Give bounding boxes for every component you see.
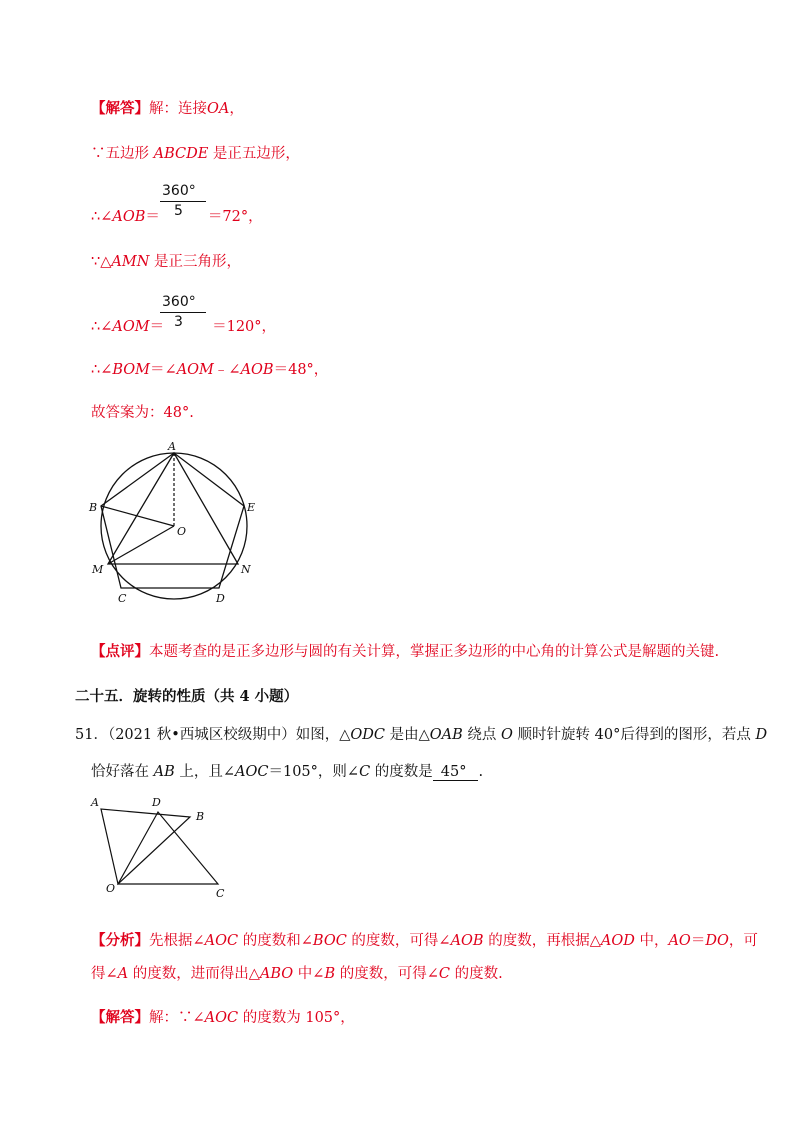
solution-line-1: 【解答】解：连接OA， (91, 100, 244, 117)
pentagon-circle-figure (86, 440, 266, 610)
label-c: C (216, 887, 225, 900)
rotation-figure (88, 792, 238, 902)
fraction-bar (160, 312, 206, 313)
label-n: N (241, 563, 251, 576)
analysis-tag: 【分析】 (91, 932, 149, 949)
problem-number: 51． (75, 727, 108, 743)
review-tag: 【点评】 (91, 643, 149, 660)
analysis-line-1: 【分析】先根据∠AOC 的度数和∠BOC 的度数，可得∠AOB 的度数，再根据△AOD 中，AO＝DO，可 (91, 932, 758, 949)
label-o: O (177, 525, 187, 538)
label-d: D (152, 796, 161, 809)
solution-tag: 【解答】 (91, 1009, 149, 1026)
label-b: B (89, 501, 98, 514)
solution-line-2: ∵五边形 ABCDE 是正五边形， (91, 146, 300, 162)
solution-2-line: 【解答】解：∵∠AOC 的度数为 105°， (91, 1009, 355, 1026)
review-line: 【点评】本题考查的是正多边形与圆的有关计算，掌握正多边形的中心角的计算公式是解题的关键. (91, 643, 720, 660)
solution-answer-line: 故答案为：48°. (91, 405, 194, 421)
label-a: A (168, 440, 176, 453)
label-a: A (91, 796, 99, 809)
fraction-bar (160, 201, 206, 202)
analysis-line-2: 得∠A 的度数，进而得出△ABO 中∠B 的度数，可得∠C 的度数. (91, 966, 503, 982)
segment-om (108, 526, 174, 564)
problem-51-line-1: 51．（2021 秋•西城区校级期中）如图，△ODC 是由△OAB 绕点 O 顺时针旋转 40°后得到的图形，若点 D (75, 727, 768, 743)
triangle-oab (101, 809, 190, 884)
problem-51-line-2: 恰好落在 AB 上，且∠AOC＝105°，则∠C 的度数是 45° . (91, 764, 484, 780)
section-heading: 二十五．旋转的性质（共 4 小题） (75, 688, 299, 705)
label-d: D (216, 592, 225, 605)
solution-tag: 【解答】 (91, 100, 149, 117)
label-m: M (92, 563, 104, 576)
pentagon-abcde (101, 453, 244, 588)
label-c: C (118, 592, 127, 605)
solution-line-5: ∴∠AOM＝ ＝120°， (91, 319, 277, 335)
solution-line-4: ∵△AMN 是正三角形， (91, 254, 242, 270)
answer-blank: 45° (433, 764, 479, 781)
label-e: E (247, 501, 256, 514)
solution-line-3: ∴∠AOB＝ ＝72°， (91, 209, 263, 225)
segment-ob (101, 506, 174, 526)
solution-line-6: ∴∠BOM＝∠AOM﹣∠AOB＝48°， (91, 362, 329, 378)
label-o: O (106, 882, 116, 895)
label-b: B (196, 810, 205, 823)
